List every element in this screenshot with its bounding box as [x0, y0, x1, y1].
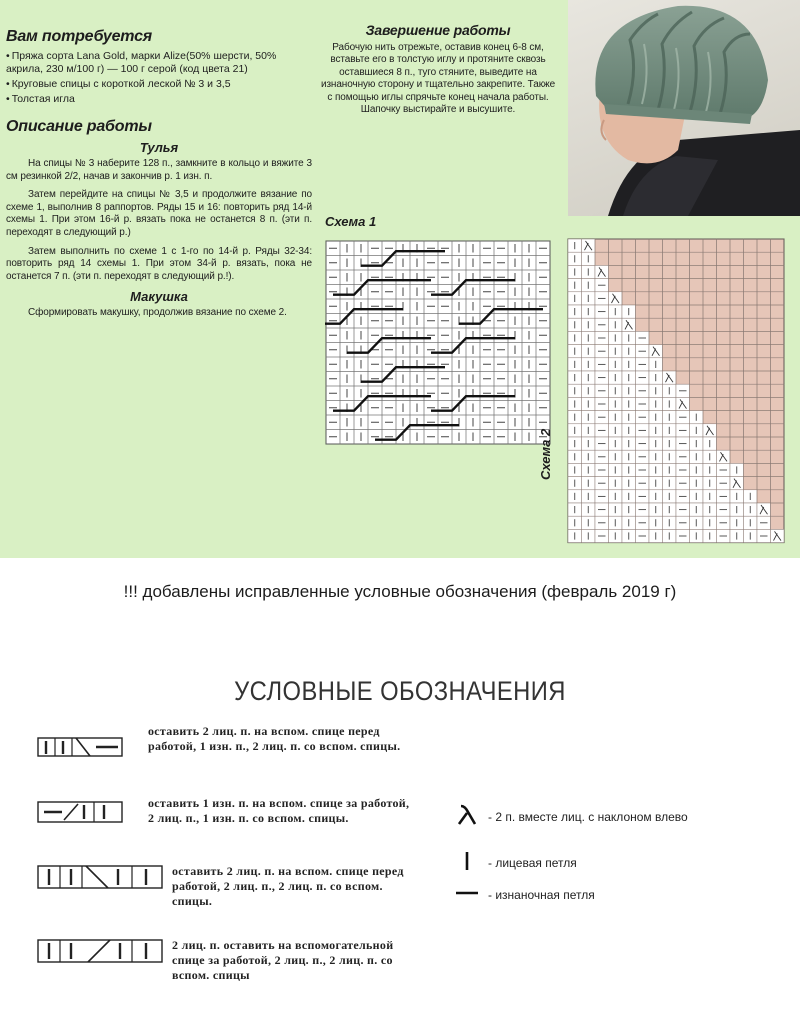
legend-cable-text: оставить 2 лиц. п. на вспом. спице перед работой, 1 изн. п., 2 лиц. п. со вспом. спицы.: [148, 724, 401, 753]
needs-heading: Вам потребуется: [6, 28, 153, 45]
dash-purl-icon: [450, 882, 484, 909]
finishing-column: [318, 22, 558, 122]
lambda-k2tog-icon: [450, 804, 484, 831]
legend-symbol-knit: [450, 852, 577, 874]
tulya-paragraph: На спицы № 3 наберите 128 п., замкните в кольцо и вяжите 3 см резинкой 2/2, начав и закончив р. 1 изн. п.: [6, 158, 312, 182]
cable-2-2-2-back-icon: [36, 936, 166, 966]
cable-2-2-2-front-icon: [36, 862, 166, 892]
vertical-bar-knit-icon: [450, 850, 484, 877]
needs-item: • Толстая игла: [6, 93, 312, 106]
legend-cable-1: [36, 724, 426, 784]
legend-cable-text: оставить 2 лиц. п. на вспом. спице перед работой, 2 лиц. п., 2 лиц. п. со вспом. спицы.: [172, 864, 404, 908]
hat-photo: [568, 0, 800, 216]
description-heading: Описание работы: [6, 118, 152, 135]
legend-cable-2: [36, 796, 426, 856]
makushka-paragraph: Сформировать макушку, продолжив вязание по схеме 2.: [28, 307, 287, 319]
finishing-text: Рабочую нить отрежьте, оставив конец 6-8 см, вставьте его в толстую иглу и протяните сквозь оставшиеся 8 п., туго стяните, выведите на изнаночную сторону и тщательно закрепите. Также с помощью иглы спрячьте конец начала работы. Шапочку выстирайте и высушите.: [320, 42, 556, 116]
legend-cable-text: оставить 1 изн. п. на вспом. спице за работой, 2 лиц. п., 1 изн. п. со вспом. спицы.: [148, 796, 410, 825]
scheme1-title: Схема 1: [325, 214, 377, 229]
legend-symbol-text: - лицевая петля: [488, 856, 577, 870]
needs-list: [6, 50, 312, 106]
needs-item: • Круговые спицы с короткой леской № 3 и 3,5: [6, 78, 312, 91]
legend-cable-4: [36, 936, 426, 996]
legend-cable-3: [36, 862, 426, 922]
makushka-heading: Макушка: [130, 289, 188, 305]
tulya-paragraph: Затем перейдите на спицы № 3,5 и продолжите вязание по схеме 1, выполнив 8 раппортов. Ряды 15 и 16: повторить ряд 14-й схемы 1. При этом 16-й р. вязать пока не останется 8 п. (эти п. переходят в следующий р.): [6, 189, 312, 238]
scheme1-chart: [325, 240, 551, 446]
tulya-heading: Тулья: [139, 140, 179, 155]
needs-item: • Пряжа сорта Lana Gold, марки Alize(50% шерсти, 50% акрила, 230 м/100 г) — 100 г серой (код цвета 21): [6, 50, 312, 76]
correction-note: !!! добавлены исправленные условные обозначения (февраль 2019 г): [123, 582, 677, 601]
legend-cable-text: 2 лиц. п. оставить на вспомогательной спице за работой, 2 лиц. п., 2 лиц. п. со вспом. спицы: [172, 938, 394, 982]
legend-symbol-k2tog: [450, 806, 688, 828]
legend-title: УСЛОВНЫЕ ОБОЗНАЧЕНИЯ: [234, 676, 566, 706]
legend-symbol-text: - изнаночная петля: [488, 888, 595, 902]
legend-symbol-purl: [450, 884, 595, 906]
scheme2-chart: [567, 238, 789, 546]
cable-2-1-2-front-icon: [36, 724, 128, 758]
left-column: [6, 22, 312, 326]
tulya-paragraph: Затем выполнить по схеме 1 с 1-го по 14-й р. Ряды 32-34: повторить ряд 14 схемы 1. При этом 34-й р. вязать, пока не останется 7 п. (эти п. переходят в следующий р.!).: [6, 245, 312, 282]
legend-symbol-text: - 2 п. вместе лиц. с наклоном влево: [488, 810, 688, 824]
finishing-heading: Завершение работы: [365, 22, 511, 38]
cable-1-2-1-back-icon: [36, 796, 128, 830]
scheme2-title: Схема 2: [538, 428, 553, 480]
